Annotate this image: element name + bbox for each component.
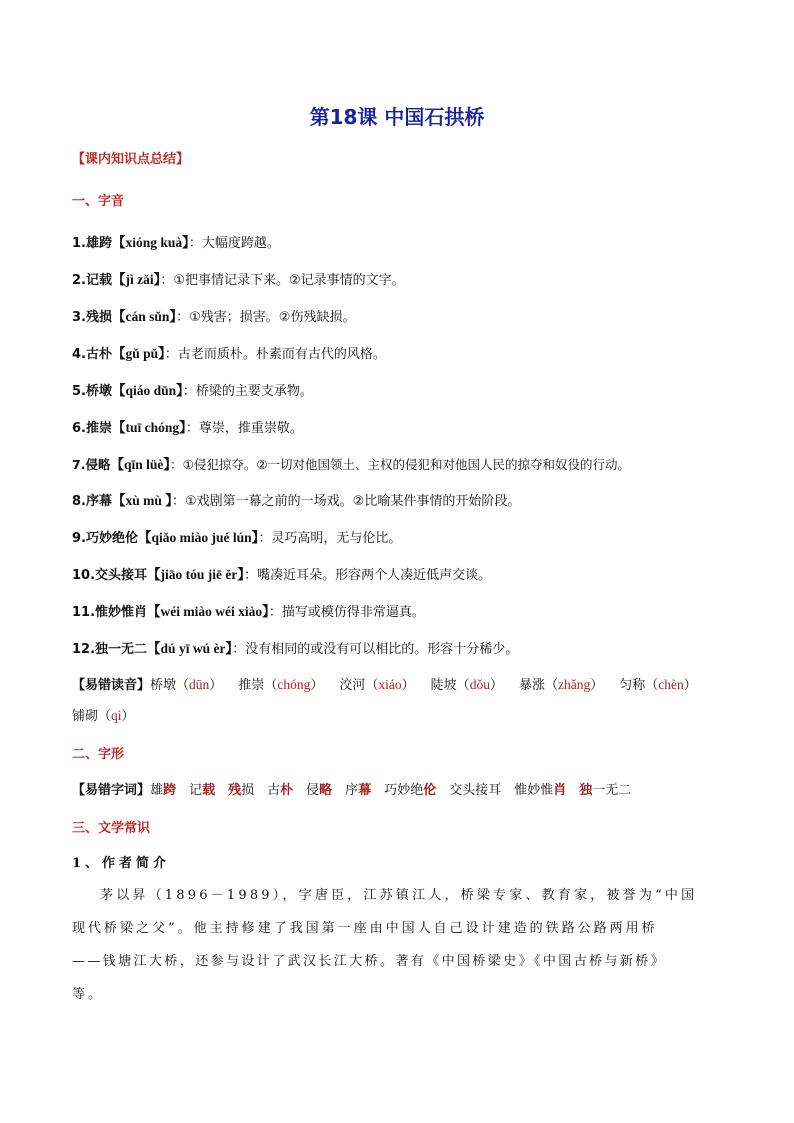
- entry-number: 1.: [72, 236, 86, 251]
- entry-definition: ：没有相同的或没有可以相比的。形容十分稀少。: [232, 642, 519, 657]
- misread-item: 陡坡（dǒu）: [430, 677, 503, 693]
- misread-label: 【易错读音】: [72, 678, 151, 693]
- section-3-title: 三、文学常识: [72, 821, 151, 836]
- author-text-line-4: 等。: [72, 987, 105, 1002]
- entry-definition: ：大幅度跨越。: [188, 236, 280, 251]
- misread-line-1: [72, 675, 752, 696]
- entry-number: 7.: [72, 457, 86, 472]
- miswritten-word: 古朴: [267, 783, 294, 798]
- misread-item: 洨河（xiáo）: [339, 677, 415, 693]
- entry-definition: ：嘴凑近耳朵。形容两个人凑近低声交谈。: [244, 568, 492, 583]
- entry-pinyin: 【qiáo dūn】: [112, 383, 183, 398]
- miswritten-word: 独一无二: [579, 783, 632, 798]
- entry-definition: ：古老而质朴。朴素而有古代的风格。: [164, 347, 386, 362]
- vocab-entry-7: [72, 455, 752, 475]
- vocab-entry-3: [72, 307, 752, 328]
- section-2-title: 二、字形: [72, 747, 125, 762]
- summary-header: 【课内知识点总结】: [72, 152, 190, 167]
- entry-number: 5.: [72, 384, 86, 399]
- entry-number: 9.: [72, 531, 86, 546]
- entry-word: 推崇: [85, 421, 112, 436]
- entry-word: 古朴: [85, 347, 112, 362]
- entry-number: 2.: [72, 273, 86, 288]
- entry-definition: ：①戏剧第一幕之前的一场戏。②比喻某件事情的开始阶段。: [172, 494, 521, 509]
- vocab-entry-11: [72, 602, 752, 623]
- entry-number: 12.: [72, 642, 96, 657]
- entry-number: 3.: [72, 310, 86, 325]
- misread-item: 桥墩（dūn）: [150, 677, 223, 693]
- entry-number: 4.: [72, 347, 86, 362]
- author-heading: 1、作者简介: [72, 856, 171, 871]
- vocab-entry-9: [72, 528, 752, 549]
- entry-pinyin: 【qiǎo miào jué lún】: [138, 530, 259, 545]
- vocab-entry-4: [72, 344, 752, 365]
- entry-pinyin: 【xù mù 】: [112, 493, 173, 508]
- entry-word: 惟妙惟肖: [95, 605, 148, 620]
- vocab-entry-2: [72, 270, 752, 291]
- misread-item: 暴涨（zhǎng）: [518, 677, 604, 693]
- author-text-line-1: 茅以昇（1896－1989），字唐臣，江苏镇江人，桥梁专家、教育家，被誉为“中国: [100, 888, 698, 903]
- entry-word: 记载: [85, 273, 112, 288]
- entry-word: 序幕: [85, 494, 112, 509]
- vocab-entry-5: [72, 381, 752, 402]
- misread-item: 铺砌（qì）: [72, 708, 135, 724]
- entry-definition: ：①侵犯掠夺。②一切对他国领土、主权的侵犯和对他国人民的掠夺和奴役的行动。: [170, 457, 631, 472]
- miswritten-word: 残损: [228, 783, 255, 798]
- entry-definition: ：①把事情记录下来。②记录事情的文字。: [160, 273, 405, 288]
- entry-pinyin: 【cán sǔn】: [112, 309, 177, 324]
- entry-word: 残损: [85, 310, 112, 325]
- entry-definition: ：灵巧高明，无与伦比。: [258, 531, 402, 546]
- entry-number: 10.: [72, 568, 96, 583]
- entry-pinyin: 【xióng kuà】: [112, 235, 189, 250]
- entry-definition: ：描写或模仿得非常逼真。: [268, 605, 425, 620]
- entry-number: 11.: [72, 605, 96, 620]
- entry-word: 独一无二: [95, 642, 148, 657]
- miswritten-word: 交头接耳: [449, 783, 502, 798]
- section-1-title: 一、字音: [72, 194, 125, 209]
- entry-number: 6.: [72, 421, 86, 436]
- author-text-line-3: ——钱塘江大桥，还参与设计了武汉长江大桥。著有《中国桥梁史》《中国古桥与新桥》: [72, 954, 667, 969]
- entry-word: 交头接耳: [95, 568, 148, 583]
- entry-pinyin: 【jiāo tóu jiē ěr】: [147, 567, 245, 582]
- vocab-entry-1: [72, 233, 752, 254]
- miswritten-word: 雄跨: [150, 783, 177, 798]
- entry-definition: ：尊崇，推重崇敬。: [185, 421, 303, 436]
- entry-definition: ：①残害；损害。②伤残缺损。: [176, 310, 356, 325]
- entry-word: 桥墩: [85, 384, 112, 399]
- entry-pinyin: 【jì zǎi】: [112, 272, 161, 287]
- miswritten-word: 记载: [189, 783, 216, 798]
- vocab-entry-6: [72, 418, 752, 439]
- entry-pinyin: 【qīn lüè】: [110, 457, 171, 472]
- miswritten-word: 惟妙惟肖: [514, 783, 567, 798]
- entry-pinyin: 【wéi miào wéi xiào】: [147, 604, 269, 619]
- entry-pinyin: 【dú yī wú èr】: [147, 641, 233, 656]
- vocab-entry-10: [72, 565, 752, 586]
- miswritten-word: 巧妙绝伦: [384, 783, 437, 798]
- miswritten-word: 侵略: [306, 783, 333, 798]
- page-title: 第18课 中国石拱桥: [309, 105, 485, 129]
- misread-item: 匀称（chèn）: [619, 677, 697, 693]
- author-text-line-2: 现代桥梁之父”。他主持修建了我国第一座由中国人自己设计建造的铁路公路两用桥: [72, 921, 658, 936]
- entry-pinyin: 【tuī chóng】: [112, 420, 186, 435]
- entry-word: 侵略: [85, 457, 111, 472]
- entry-word: 巧妙绝伦: [85, 531, 138, 546]
- miswritten-label: 【易错字词】: [72, 783, 151, 798]
- entry-number: 8.: [72, 494, 86, 509]
- vocab-entry-12: [72, 639, 752, 660]
- entry-pinyin: 【gǔ pǔ】: [112, 346, 165, 361]
- entry-definition: ：桥梁的主要支承物。: [182, 384, 313, 399]
- miswritten-line: [72, 781, 752, 801]
- misread-line-2: [72, 706, 752, 727]
- entry-word: 雄跨: [85, 236, 112, 251]
- miswritten-word: 序幕: [345, 783, 372, 798]
- vocab-entry-8: [72, 491, 752, 512]
- misread-item: 推崇（chóng）: [238, 677, 324, 693]
